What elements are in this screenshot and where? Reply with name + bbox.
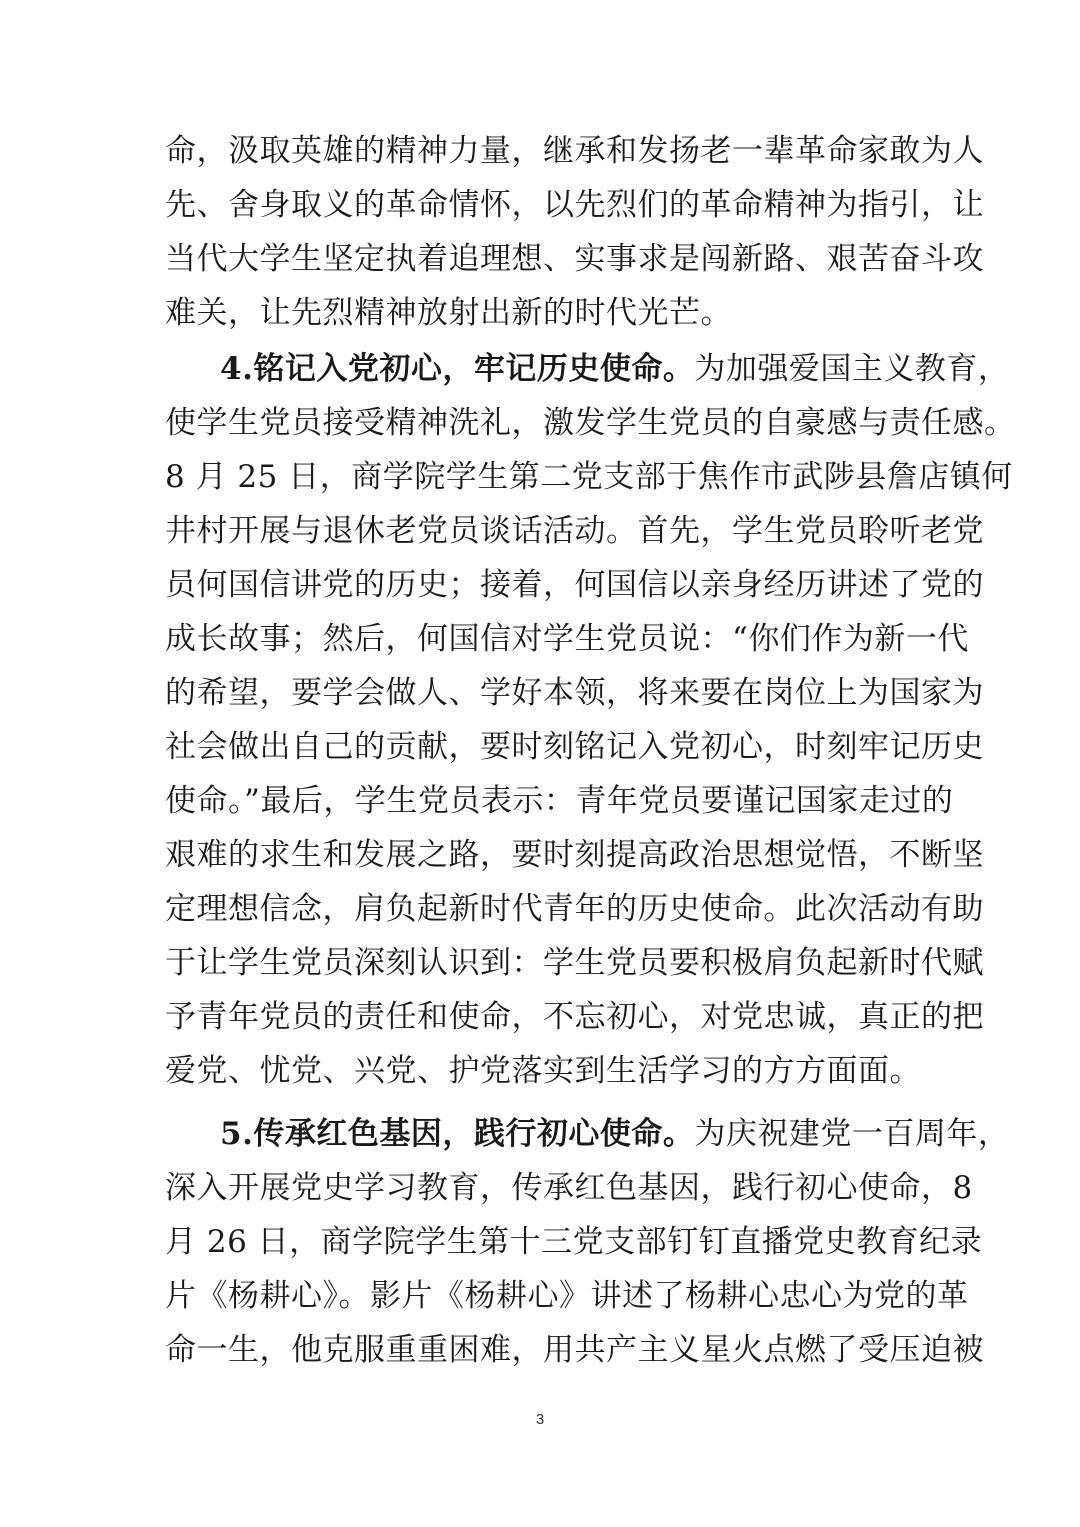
body-text-line: 爱党、忧党、兴党、护党落实到生活学习的方方面面。: [165, 1053, 921, 1089]
body-text-line: 的希望，要学会做人、学好本领，将来要在岗位上为国家为: [165, 675, 984, 711]
body-text-line: 8 月 25 日，商学院学生第二党支部于焦作市武陟县詹店镇何: [165, 459, 1013, 495]
body-text-line: 先、舍身取义的革命情怀，以先烈们的革命精神为指引，让: [165, 187, 984, 223]
body-text-line: 月 26 日，商学院学生第十三党支部钉钉直播党史教育纪录: [165, 1224, 983, 1260]
body-text-line: 定理想信念，肩负起新时代青年的历史使命。此次活动有助: [165, 891, 984, 927]
body-text-line: 社会做出自己的贡献，要时刻铭记入党初心，时刻牢记历史: [165, 729, 984, 765]
body-text-line: 予青年党员的责任和使命，不忘初心，对党忠诚，真正的把: [165, 999, 984, 1035]
page-number: 3: [535, 1411, 545, 1428]
section-heading-line: [220, 342, 1010, 396]
section-heading: 5.传承红色基因，践行初心使命。: [220, 1116, 695, 1152]
body-text-line: 员何国信讲党的历史；接着，何国信以亲身经历讲述了党的: [165, 567, 984, 603]
body-text: 为加强爱国主义教育，: [694, 351, 1010, 387]
body-text-line: 井村开展与退休老党员谈话活动。首先，学生党员聆听老党: [165, 513, 984, 549]
body-text-line: 片《杨耕心》。影片《杨耕心》讲述了杨耕心忠心为党的革: [165, 1278, 969, 1314]
section-heading: 4.铭记入党初心，牢记历史使命。: [220, 351, 695, 387]
body-text-line: 使命。”最后，学生党员表示：青年党员要谨记国家走过的: [165, 783, 954, 819]
body-text: 为庆祝建党一百周年，: [694, 1116, 1010, 1152]
section-heading-line: [220, 1107, 1010, 1161]
body-text-line: 命，汲取英雄的精神力量，继承和发扬老一辈革命家敢为人: [165, 133, 984, 169]
body-text-line: 艰难的求生和发展之路，要时刻提高政治思想觉悟，不断坚: [165, 837, 984, 873]
body-text-line: 当代大学生坚定执着追理想、实事求是闯新路、艰苦奋斗攻: [165, 241, 984, 277]
body-text-line: 深入开展党史学习教育，传承红色基因，践行初心使命，8: [165, 1170, 973, 1206]
body-text-line: 命一生，他克服重重困难，用共产主义星火点燃了受压迫被: [165, 1332, 984, 1368]
body-text-line: 于让学生党员深刻认识到：学生党员要积极肩负起新时代赋: [165, 945, 984, 981]
body-text-line: 难关，让先烈精神放射出新的时代光芒。: [165, 295, 732, 331]
body-text-line: 使学生党员接受精神洗礼，激发学生党员的自豪感与责任感。: [165, 405, 1016, 441]
body-text-line: 成长故事；然后，何国信对学生党员说：“你们作为新一代: [165, 621, 969, 657]
